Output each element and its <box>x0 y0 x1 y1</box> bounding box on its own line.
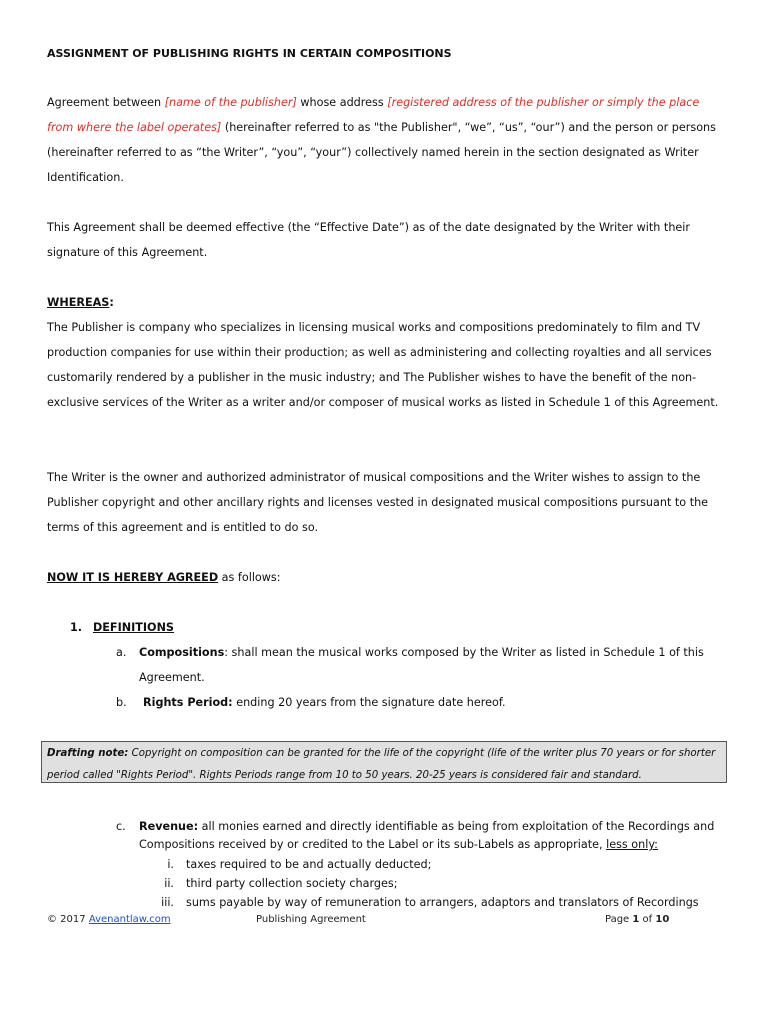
intro-paragraph: Agreement between [name of the publisher] whose address [registered address of the publisher or simply the place from where the label operates] (hereinafter referred to as "the Publisher", “we”, “us”, “our”) and the person or persons (hereinafter referred to as “the Writer”, “you”, “your”) collectively named herein in the section designated as Writer Identification. <box>47 96 716 184</box>
definition-c-marker: c. <box>116 820 126 833</box>
publisher-name-placeholder: [name of the publisher] <box>164 96 297 109</box>
definition-revenue: Revenue: all monies earned and directly identifiable as being from exploitation of the Recordings and Compositions received by or credited to the Label or its sub-Labels as appropriate, less only: <box>139 820 715 851</box>
whereas-heading: WHEREAS: <box>47 296 114 309</box>
section-number: 1. <box>70 621 83 634</box>
sub-item-text: sums payable by way of remuneration to arrangers, adaptors and translators of Recordings <box>186 896 699 909</box>
definition-compositions: Compositions: shall mean the musical works composed by the Writer as listed in Schedule 1 of this Agreement. <box>139 646 704 684</box>
document-title: ASSIGNMENT OF PUBLISHING RIGHTS IN CERTAIN COMPOSITIONS <box>47 47 452 60</box>
definition-rights-period: Rights Period: ending 20 years from the signature date hereof. <box>143 696 506 709</box>
drafting-note-box: Drafting note: Copyright on composition can be granted for the life of the copyright (life of the writer plus 70 years or for shorter period called "Rights Period". Rights Periods range from 10 to 50 years. 20-25 years is considered fair and standard. <box>41 741 727 783</box>
whereas-paragraph-1: The Publisher is company who specializes in licensing musical works and compositions predominately to film and TV production companies for use within their production; as well as administering and collecting royalties and all services customarily rendered by a publisher in the music industry; and The Publisher wishes to have the benefit of the non-exclusive services of the Writer as a writer and/or composer of musical works as listed in Schedule 1 of this Agreement. <box>47 321 719 409</box>
effective-date-paragraph: This Agreement shall be deemed effective (the “Effective Date”) as of the date designated by the Writer with their signature of this Agreement. <box>47 221 690 259</box>
definitions-heading: DEFINITIONS <box>93 621 174 634</box>
sub-item-marker: ii. <box>164 877 174 890</box>
definition-b-marker: b. <box>116 696 127 709</box>
footer-page-number: Page 1 of 10 <box>605 914 670 925</box>
sub-item-text: taxes required to be and actually deducted; <box>186 858 432 871</box>
sub-item-text: third party collection society charges; <box>186 877 398 890</box>
footer-document-name: Publishing Agreement <box>256 914 366 925</box>
sub-item-marker: i. <box>167 858 174 871</box>
whereas-paragraph-2: The Writer is the owner and authorized administrator of musical compositions and the Writer wishes to assign to the Publisher copyright and other ancillary rights and licenses vested in designated musical compositions pursuant to the terms of this agreement and is entitled to do so. <box>47 471 709 534</box>
footer-copyright: © 2017 Avenantlaw.com <box>47 914 171 925</box>
publisher-address-placeholder: [registered address of the publisher or simply the place from where the label operates] <box>47 96 700 134</box>
definition-a-marker: a. <box>116 646 127 659</box>
agreed-heading: NOW IT IS HEREBY AGREED as follows: <box>47 571 281 584</box>
sub-item-marker: iii. <box>161 896 174 909</box>
footer-website-link[interactable]: Avenantlaw.com <box>88 914 171 925</box>
